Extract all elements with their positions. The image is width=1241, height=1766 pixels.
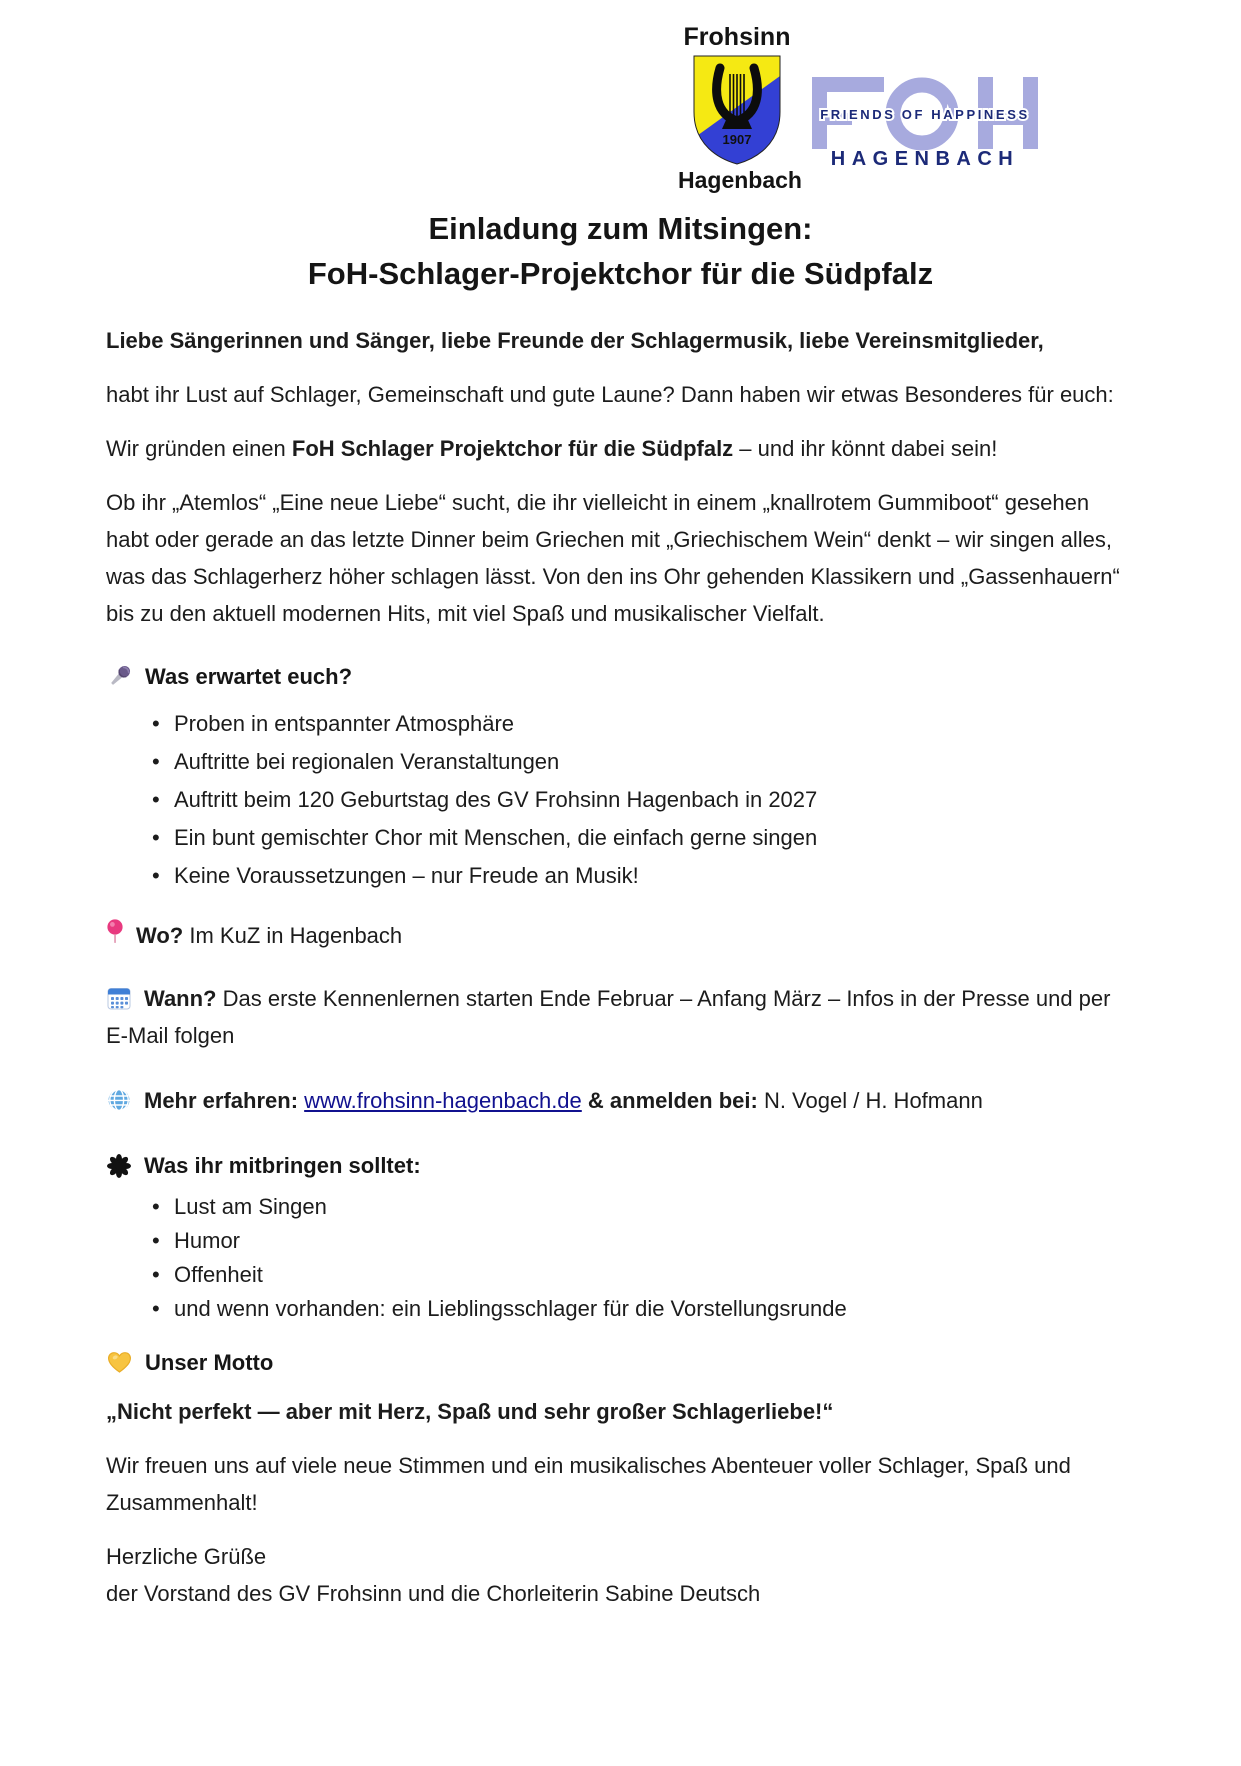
list-item: • Auftritte bei regionalen Veranstaltungen	[150, 743, 1135, 781]
where-label: Wo?	[136, 923, 184, 948]
when-line	[106, 980, 1135, 1054]
list-item: • Humor	[150, 1224, 1135, 1258]
where-text: Im KuZ in Hagenbach	[183, 923, 403, 948]
frohsinn-shield-icon	[689, 54, 785, 166]
more-contacts: N. Vogel / H. Hofmann	[757, 1088, 983, 1113]
when-text: Das erste Kennenlernen starten Ende Februar – Anfang März – Infos in der Presse und per E-Mail folgen	[106, 986, 1111, 1048]
where-line	[106, 917, 1135, 954]
page-title	[0, 206, 1241, 296]
frohsinn-logo	[678, 23, 802, 193]
more-label: Mehr erfahren:	[144, 1088, 305, 1113]
page-title-line2: FoH-Schlager-Projektchor für die Südpfalz	[307, 256, 934, 291]
microphone-icon	[106, 663, 133, 690]
sparkle-flower-icon	[106, 1153, 132, 1179]
section-heading-motto	[106, 1344, 1135, 1381]
website-link[interactable]: www.frohsinn-hagenbach.de	[304, 1088, 582, 1113]
more-middle-label: & anmelden bei:	[581, 1088, 758, 1113]
when-label: Wann?	[144, 986, 217, 1011]
page-title-line1: Einladung zum Mitsingen:	[428, 211, 813, 246]
intro-paragraph-2	[106, 430, 1135, 467]
frohsinn-logo-name: Frohsinn	[683, 23, 791, 52]
globe-icon	[106, 1087, 132, 1113]
motto-quote: „Nicht perfekt — aber mit Herz, Spaß und sehr großer Schlagerliebe!“	[106, 1399, 834, 1424]
foh-logo-city: HAGENBACH	[830, 147, 1020, 169]
intro-paragraph-1: habt ihr Lust auf Schlager, Gemeinschaft und gute Laune? Dann haben wir etwas Besonderes für euch:	[106, 382, 1114, 407]
bring-list	[106, 1190, 1135, 1326]
more-line	[106, 1082, 1135, 1119]
closing-paragraph: Wir freuen uns auf viele neue Stimmen und ein musikalisches Abenteuer voller Schlager, Spaß und Zusammenhalt!	[106, 1453, 1071, 1515]
intro-paragraph-2-bold: FoH Schlager Projektchor für die Südpfalz	[291, 436, 734, 461]
list-item: • Auftritt beim 120 Geburtstag des GV Frohsinn Hagenbach in 2027	[150, 781, 1135, 819]
section-heading-expect	[106, 658, 1135, 695]
foh-logo	[806, 57, 1044, 174]
intro-paragraph-2-prefix: Wir gründen einen	[106, 436, 292, 461]
signature-names: der Vorstand des GV Frohsinn und die Chorleiterin Sabine Deutsch	[106, 1581, 761, 1606]
list-item: • Ein bunt gemischter Chor mit Menschen, die einfach gerne singen	[150, 819, 1135, 857]
section-heading-bring-label: Was ihr mitbringen solltet:	[144, 1153, 421, 1178]
intro-paragraph-2-suffix: – und ihr könnt dabei sein!	[733, 436, 998, 461]
list-item: • Keine Voraussetzungen – nur Freude an Musik!	[150, 857, 1135, 895]
salutation: Liebe Sängerinnen und Sänger, liebe Freunde der Schlagermusik, liebe Vereinsmitglieder,	[106, 328, 1044, 353]
logo-row	[0, 0, 1241, 194]
signature-greeting: Herzliche Grüße	[106, 1544, 267, 1569]
foh-logo-tagline: FRIENDS OF HAPPINESS	[820, 106, 1030, 122]
list-item: • Offenheit	[150, 1258, 1135, 1292]
calendar-icon	[106, 985, 132, 1011]
list-item: • Lust am Singen	[150, 1190, 1135, 1224]
intro-paragraph-3: Ob ihr „Atemlos“ „Eine neue Liebe“ sucht, die ihr vielleicht in einem „knallrotem Gummiboot“ gesehen habt oder gerade an das letzte Dinner beim Griechen mit „Griechischem Wein“ denkt – wir singen alles, was das Schlagerherz höher schlagen lässt. Von den ins Ohr gehenden Klassikern und „Gassenhauern“ bis zu den aktuell modernen Hits, mit viel Spaß und musikalischer Vielfalt.	[106, 490, 1120, 626]
yellow-heart-icon	[106, 1350, 133, 1375]
document-body	[0, 322, 1241, 1612]
frohsinn-logo-year: 1907	[722, 131, 752, 147]
list-item: • und wenn vorhanden: ein Lieblingsschlager für die Vorstellungsrunde	[150, 1292, 1135, 1326]
section-heading-expect-label: Was erwartet euch?	[145, 664, 353, 689]
round-pushpin-icon	[106, 918, 124, 948]
expect-list	[106, 705, 1135, 895]
section-heading-bring	[106, 1147, 1135, 1184]
signature-block	[106, 1538, 1135, 1612]
section-heading-motto-label: Unser Motto	[145, 1350, 274, 1375]
list-item: • Proben in entspannter Atmosphäre	[150, 705, 1135, 743]
frohsinn-logo-city: Hagenbach	[678, 166, 802, 193]
foh-logo-graphic	[806, 57, 1044, 169]
